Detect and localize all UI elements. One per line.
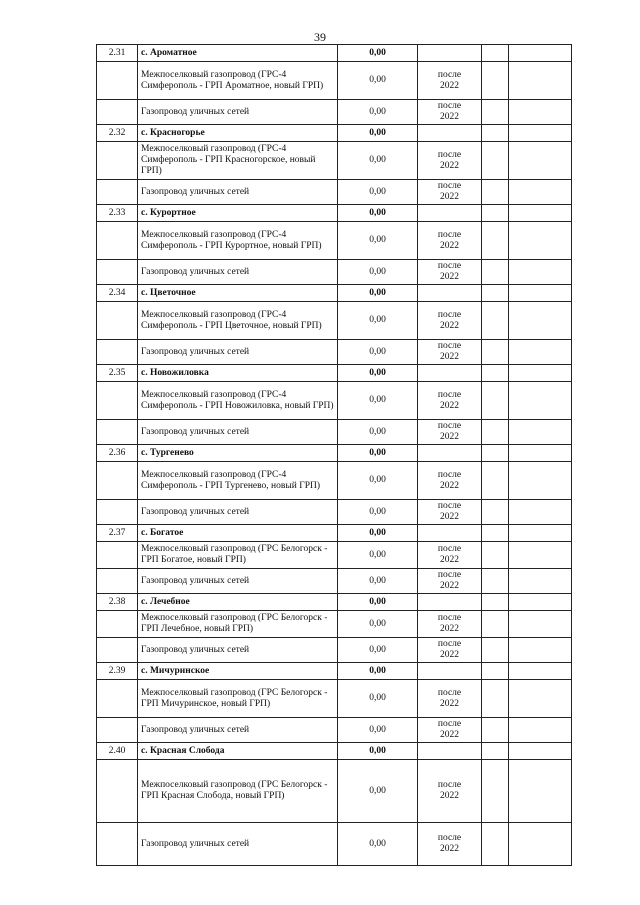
section-header-row: [97, 365, 572, 382]
object-name: Газопровод уличных сетей: [138, 569, 338, 594]
section-number: 2.38: [97, 594, 138, 611]
object-value: 0,00: [338, 680, 418, 718]
empty-cell: [97, 180, 138, 205]
completion-year: [418, 180, 482, 205]
empty-cell: [418, 743, 482, 760]
table-row: [97, 142, 572, 180]
year-prefix: после: [437, 719, 462, 729]
empty-cell: [482, 569, 509, 594]
empty-cell: [509, 180, 572, 205]
object-name: Межпоселковый газопровод (ГРС Белогорск - ГРП Красная Слобода, новый ГРП): [138, 760, 338, 823]
completion-year: [418, 760, 482, 823]
completion-year: [418, 100, 482, 125]
completion-year: [418, 823, 482, 866]
section-total: 0,00: [338, 125, 418, 142]
completion-year: [418, 569, 482, 594]
empty-cell: [509, 302, 572, 340]
table-row: [97, 222, 572, 260]
section-header-row: [97, 45, 572, 62]
object-name: Газопровод уличных сетей: [138, 718, 338, 743]
village-name: с. Лечебное: [138, 594, 338, 611]
year-prefix: после: [437, 389, 462, 400]
object-value: 0,00: [338, 500, 418, 525]
empty-cell: [509, 680, 572, 718]
object-value: 0,00: [338, 180, 418, 205]
object-value: 0,00: [338, 420, 418, 445]
empty-cell: [482, 594, 509, 611]
empty-cell: [97, 382, 138, 420]
completion-year: [418, 420, 482, 445]
year-prefix: после: [437, 687, 462, 698]
year-prefix: после: [437, 309, 462, 320]
empty-cell: [482, 525, 509, 542]
village-name: с. Новожиловка: [138, 365, 338, 382]
year-value: 2022: [440, 624, 459, 634]
empty-cell: [482, 340, 509, 365]
table-row: [97, 340, 572, 365]
section-total: 0,00: [338, 45, 418, 62]
completion-year: [418, 611, 482, 638]
section-number: 2.33: [97, 205, 138, 222]
year-prefix: после: [437, 469, 462, 480]
completion-year: [418, 382, 482, 420]
year-value: 2022: [440, 352, 459, 362]
empty-cell: [509, 542, 572, 569]
section-number: 2.40: [97, 743, 138, 760]
table-row: [97, 760, 572, 823]
empty-cell: [509, 45, 572, 62]
table-row: [97, 420, 572, 445]
empty-cell: [418, 525, 482, 542]
empty-cell: [418, 594, 482, 611]
empty-cell: [418, 285, 482, 302]
section-total: 0,00: [338, 205, 418, 222]
empty-cell: [509, 100, 572, 125]
completion-year: [418, 638, 482, 663]
empty-cell: [482, 180, 509, 205]
empty-cell: [509, 611, 572, 638]
section-number: 2.32: [97, 125, 138, 142]
section-header-row: [97, 205, 572, 222]
village-name: с. Цветочное: [138, 285, 338, 302]
object-value: 0,00: [338, 222, 418, 260]
completion-year: [418, 260, 482, 285]
section-number: 2.35: [97, 365, 138, 382]
table-row: [97, 611, 572, 638]
table-row: [97, 302, 572, 340]
empty-cell: [482, 462, 509, 500]
empty-cell: [418, 445, 482, 462]
empty-cell: [482, 823, 509, 866]
object-value: 0,00: [338, 302, 418, 340]
empty-cell: [509, 340, 572, 365]
empty-cell: [482, 718, 509, 743]
year-prefix: после: [437, 101, 462, 111]
year-prefix: после: [437, 570, 462, 580]
section-total: 0,00: [338, 743, 418, 760]
empty-cell: [509, 420, 572, 445]
empty-cell: [482, 142, 509, 180]
year-value: 2022: [440, 791, 459, 801]
empty-cell: [509, 760, 572, 823]
section-number: 2.31: [97, 45, 138, 62]
empty-cell: [97, 569, 138, 594]
object-value: 0,00: [338, 62, 418, 100]
object-name: Межпоселковый газопровод (ГРС Белогорск - ГРП Лечебное, новый ГРП): [138, 611, 338, 638]
completion-year: [418, 500, 482, 525]
year-prefix: после: [437, 181, 462, 191]
empty-cell: [482, 285, 509, 302]
empty-cell: [482, 205, 509, 222]
empty-cell: [97, 142, 138, 180]
year-prefix: после: [437, 149, 462, 160]
completion-year: [418, 222, 482, 260]
empty-cell: [509, 462, 572, 500]
object-name: Газопровод уличных сетей: [138, 180, 338, 205]
object-name: Газопровод уличных сетей: [138, 340, 338, 365]
year-value: 2022: [440, 240, 459, 251]
section-header-row: [97, 285, 572, 302]
village-name: с. Мичуринское: [138, 663, 338, 680]
empty-cell: [482, 542, 509, 569]
empty-cell: [418, 663, 482, 680]
empty-cell: [509, 500, 572, 525]
section-total: 0,00: [338, 285, 418, 302]
object-value: 0,00: [338, 142, 418, 180]
year-value: 2022: [440, 480, 459, 491]
object-value: 0,00: [338, 100, 418, 125]
year-prefix: после: [437, 421, 462, 431]
section-total: 0,00: [338, 365, 418, 382]
village-name: с. Тургенево: [138, 445, 338, 462]
empty-cell: [509, 260, 572, 285]
section-total: 0,00: [338, 663, 418, 680]
year-prefix: после: [437, 833, 462, 843]
year-prefix: после: [437, 613, 462, 623]
empty-cell: [482, 638, 509, 663]
empty-cell: [482, 663, 509, 680]
empty-cell: [97, 62, 138, 100]
completion-year: [418, 302, 482, 340]
empty-cell: [482, 445, 509, 462]
year-value: 2022: [440, 844, 459, 854]
empty-cell: [482, 611, 509, 638]
completion-year: [418, 718, 482, 743]
year-value: 2022: [440, 581, 459, 591]
village-name: с. Красногорье: [138, 125, 338, 142]
year-value: 2022: [440, 400, 459, 411]
section-header-row: [97, 125, 572, 142]
section-number: 2.36: [97, 445, 138, 462]
empty-cell: [509, 382, 572, 420]
table-row: [97, 638, 572, 663]
empty-cell: [97, 760, 138, 823]
table-row: [97, 823, 572, 866]
empty-cell: [97, 340, 138, 365]
object-name: Межпоселковый газопровод (ГРС-4 Симферополь - ГРП Ароматное, новый ГРП): [138, 62, 338, 100]
year-prefix: после: [437, 544, 462, 554]
object-value: 0,00: [338, 569, 418, 594]
object-name: Газопровод уличных сетей: [138, 100, 338, 125]
section-total: 0,00: [338, 525, 418, 542]
empty-cell: [97, 462, 138, 500]
year-value: 2022: [440, 160, 459, 171]
object-value: 0,00: [338, 718, 418, 743]
year-value: 2022: [440, 80, 459, 91]
empty-cell: [482, 62, 509, 100]
empty-cell: [418, 45, 482, 62]
empty-cell: [509, 718, 572, 743]
object-name: Газопровод уличных сетей: [138, 420, 338, 445]
object-name: Межпоселковый газопровод (ГРС Белогорск - ГРП Богатое, новый ГРП): [138, 542, 338, 569]
table-row: [97, 718, 572, 743]
year-value: 2022: [440, 112, 459, 122]
empty-cell: [482, 222, 509, 260]
completion-year: [418, 142, 482, 180]
table-row: [97, 100, 572, 125]
empty-cell: [97, 100, 138, 125]
completion-year: [418, 680, 482, 718]
object-value: 0,00: [338, 542, 418, 569]
empty-cell: [97, 680, 138, 718]
year-value: 2022: [440, 512, 459, 522]
empty-cell: [482, 125, 509, 142]
completion-year: [418, 542, 482, 569]
empty-cell: [482, 760, 509, 823]
table-body: [97, 45, 572, 866]
section-number: 2.34: [97, 285, 138, 302]
empty-cell: [509, 525, 572, 542]
empty-cell: [482, 743, 509, 760]
table-row: [97, 462, 572, 500]
empty-cell: [482, 100, 509, 125]
empty-cell: [482, 260, 509, 285]
object-name: Газопровод уличных сетей: [138, 638, 338, 663]
year-value: 2022: [440, 192, 459, 202]
table-row: [97, 569, 572, 594]
empty-cell: [97, 222, 138, 260]
table-row: [97, 382, 572, 420]
empty-cell: [509, 365, 572, 382]
empty-cell: [97, 638, 138, 663]
empty-cell: [97, 611, 138, 638]
object-name: Газопровод уличных сетей: [138, 500, 338, 525]
year-value: 2022: [440, 730, 459, 740]
object-name: Межпоселковый газопровод (ГРС-4 Симферополь - ГРП Новожиловка, новый ГРП): [138, 382, 338, 420]
section-number: 2.39: [97, 663, 138, 680]
object-value: 0,00: [338, 340, 418, 365]
section-header-row: [97, 445, 572, 462]
village-name: с. Курортное: [138, 205, 338, 222]
empty-cell: [509, 285, 572, 302]
section-header-row: [97, 594, 572, 611]
object-name: Межпоселковый газопровод (ГРС-4 Симферополь - ГРП Красногорское, новый ГРП): [138, 142, 338, 180]
object-name: Межпоселковый газопровод (ГРС-4 Симферополь - ГРП Курортное, новый ГРП): [138, 222, 338, 260]
year-value: 2022: [440, 698, 459, 709]
empty-cell: [482, 680, 509, 718]
table-row: [97, 542, 572, 569]
empty-cell: [97, 302, 138, 340]
empty-cell: [482, 382, 509, 420]
object-value: 0,00: [338, 760, 418, 823]
year-prefix: после: [437, 69, 462, 80]
empty-cell: [97, 542, 138, 569]
object-name: Газопровод уличных сетей: [138, 260, 338, 285]
empty-cell: [482, 45, 509, 62]
completion-year: [418, 462, 482, 500]
empty-cell: [97, 420, 138, 445]
object-value: 0,00: [338, 638, 418, 663]
empty-cell: [509, 142, 572, 180]
empty-cell: [509, 62, 572, 100]
table-row: [97, 62, 572, 100]
table-row: [97, 180, 572, 205]
section-total: 0,00: [338, 594, 418, 611]
year-value: 2022: [440, 272, 459, 282]
empty-cell: [97, 260, 138, 285]
section-header-row: [97, 525, 572, 542]
year-value: 2022: [440, 432, 459, 442]
empty-cell: [509, 663, 572, 680]
empty-cell: [482, 500, 509, 525]
empty-cell: [509, 445, 572, 462]
empty-cell: [97, 718, 138, 743]
year-prefix: после: [437, 501, 462, 511]
year-prefix: после: [437, 229, 462, 240]
empty-cell: [509, 823, 572, 866]
table-row: [97, 500, 572, 525]
year-value: 2022: [440, 555, 459, 565]
empty-cell: [509, 743, 572, 760]
empty-cell: [509, 205, 572, 222]
empty-cell: [418, 365, 482, 382]
object-value: 0,00: [338, 611, 418, 638]
empty-cell: [482, 420, 509, 445]
object-name: Межпоселковый газопровод (ГРС Белогорск - ГРП Мичуринское, новый ГРП): [138, 680, 338, 718]
year-value: 2022: [440, 650, 459, 660]
year-prefix: после: [437, 639, 462, 649]
completion-year: [418, 340, 482, 365]
object-name: Межпоселковый газопровод (ГРС-4 Симферополь - ГРП Цветочное, новый ГРП): [138, 302, 338, 340]
village-name: с. Ароматное: [138, 45, 338, 62]
section-total: 0,00: [338, 445, 418, 462]
object-value: 0,00: [338, 260, 418, 285]
object-value: 0,00: [338, 823, 418, 866]
object-name: Межпоселковый газопровод (ГРС-4 Симферополь - ГРП Тургенево, новый ГРП): [138, 462, 338, 500]
table-row: [97, 260, 572, 285]
section-header-row: [97, 743, 572, 760]
village-name: с. Богатое: [138, 525, 338, 542]
object-value: 0,00: [338, 462, 418, 500]
empty-cell: [482, 365, 509, 382]
empty-cell: [418, 205, 482, 222]
page-number: 39: [314, 30, 326, 44]
empty-cell: [509, 594, 572, 611]
empty-cell: [509, 125, 572, 142]
year-prefix: после: [437, 780, 462, 790]
year-prefix: после: [437, 261, 462, 271]
empty-cell: [418, 125, 482, 142]
empty-cell: [482, 302, 509, 340]
year-prefix: после: [437, 341, 462, 351]
gas-pipeline-table: [96, 44, 572, 866]
year-value: 2022: [440, 320, 459, 331]
empty-cell: [97, 500, 138, 525]
section-number: 2.37: [97, 525, 138, 542]
completion-year: [418, 62, 482, 100]
empty-cell: [509, 638, 572, 663]
empty-cell: [509, 222, 572, 260]
table-row: [97, 680, 572, 718]
village-name: с. Красная Слобода: [138, 743, 338, 760]
object-name: Газопровод уличных сетей: [138, 823, 338, 866]
object-value: 0,00: [338, 382, 418, 420]
empty-cell: [97, 823, 138, 866]
empty-cell: [509, 569, 572, 594]
section-header-row: [97, 663, 572, 680]
